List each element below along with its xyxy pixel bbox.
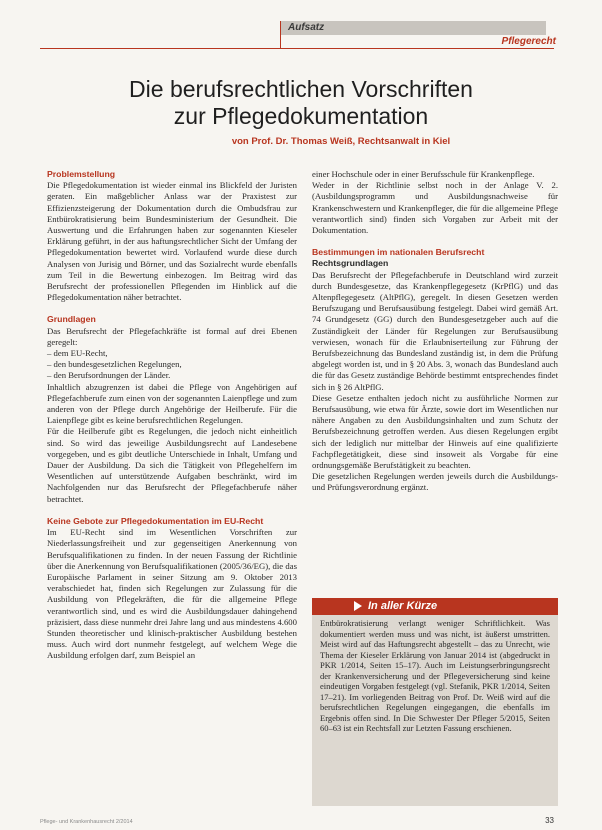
author-byline: von Prof. Dr. Thomas Weiß, Rechtsanwalt in Kiel — [231, 136, 451, 147]
summary-box-header — [312, 598, 558, 615]
summary-box-title: In aller Kürze — [368, 600, 438, 612]
paragraph-problem: Die Pflegedokumentation ist wieder einmal ins Blickfeld der Juristen geraten. Ein maßgeblicher Anlass war der Praxistest zur Effizienzsteigerung der Dokumentation durch die Ombudsfrau zur Entbürokratisierung beim Bundesministerium der Gesundheit. Die Auswertung und die Erfahrungen haben zur sogenannten Kieseler Erklärung geführt, in der aus haftungsrechtlicher Sicht der Umfang der Pflegedokumentation bewertet wird. Vorlaufend wurde diese durch Analysen von Jurisig und Börner, und das Sozialrecht wurde ebenfalls zum Teil in die Bewertung einbezogen. Im Beitrag wird das Berufsrecht der professionellen Pflegenden im Hinblick auf die Pflegedokumentation näher betrachtet. — [47, 180, 297, 303]
paragraph-national-3: Die gesetzlichen Regelungen werden jeweils durch die Ausbildungs- und Prüfungsverordnung ergänzt. — [312, 471, 558, 493]
title-line-2: zur Pflegedokumentation — [173, 103, 429, 129]
heading-national-law: Bestimmungen im nationalen Berufsrecht — [312, 247, 485, 258]
paragraph-national-2: Diese Gesetze enthalten jedoch nicht zu ausführliche Normen zur Berufsausübung, wie etwa für Ärzte, sowie dort im Wesentlichen nur nähere Angaben zu den Ausbildungsinhalten und zum Schutz der Berufsbezeichnung getroffen werden. Aus diesen Regelungen ergibt sich der lediglich nur mittelbar der Hinweis auf eine qualifizierte Fachpflegetätigkeit, diese sind insoweit als Vorgabe für eine ordnungsgemäße Berufstätigkeit zu beachten. — [312, 392, 558, 471]
heading-eu-law: Keine Gebote zur Pflegedokumentation im EU-Recht — [47, 515, 264, 526]
left-column — [47, 169, 297, 662]
article-title — [60, 76, 542, 130]
heading-basics: Grundlagen — [47, 314, 96, 325]
paragraph-basics-2: Für die Heilberufe gibt es Regelungen, die jedoch nicht einheitlich sind. So wird das jeweilige Ausbildungsrecht auf Landesebene vorgegeben, und es gibt deutliche Unterschiede in Inhalt, Umfang und Dauer der Ausbildung. Da sich die Tätigkeit von Pflegehelfern im Wesentlichen auf unterstützende Aufgaben beschränkt, wird im Nachfolgenden nur das Berufsrecht der Pflegefachberufe näher betrachtet. — [47, 426, 297, 504]
summary-box — [312, 598, 558, 806]
list-item: – dem EU-Recht, — [47, 348, 108, 359]
paragraph-eu-law: Im EU-Recht sind im Wesentlichen Vorschriften zur Niederlassungsfreiheit und zur gegenseitigen Anerkennung von Berufsqualifikationen zu finden. In der neuen Fassung der Richtlinie über die Anerkennung von Berufsqualifikationen (2005/36/EG), die das Europäische Parlament in seiner Sitzung am 9. Oktober 2013 verabschiedet hat, finden sich Regelungen zur Zulassung für die Ausbildung von Pflegekräften, die für die allgemeine Pflege verantwortlich sind, und es wird die Ausbildungsdauer dahingehend präzisiert, dass diese nunmehr drei Jahre lang und aus mindestens 4.600 Stunden theoretischer und klinisch-praktischer Ausbildung bestehen muss. Auch wird dort nunmehr festgelegt, auf welchem Wege die Ausbildung erfolgen darf, zum Beispiel an — [47, 527, 297, 661]
summary-box-body — [320, 618, 550, 734]
subheading-legal-basis: Rechtsgrundlagen — [312, 258, 389, 269]
right-column — [312, 169, 558, 494]
header-category: Aufsatz — [288, 22, 325, 33]
paragraph-continued: einer Hochschule oder in einer Berufsschule für Krankenpflege. — [312, 169, 535, 179]
paragraph-directive: Weder in der Richtlinie selbst noch in der Anlage V. 2. (Ausbildungsprogramm und Ausbildungsnachweise für Krankenschwestern und Krankenpfleger, die für die allgemeine Pflege verantwortlich sind) finden sich Vorgaben zur Arbeit mit der Dokumentation. — [312, 180, 558, 236]
heading-problem: Problemstellung — [47, 169, 116, 179]
page-number: 33 — [545, 816, 554, 825]
journal-footer: Pflege- und Krankenhausrecht 2/2014 — [40, 819, 133, 825]
list-item: – den bundesgesetzlichen Regelungen, — [47, 359, 182, 370]
section-tag: Pflegerecht — [501, 36, 556, 47]
header-divider — [40, 48, 554, 49]
arrow-right-icon — [354, 601, 362, 611]
header-category-tab — [280, 21, 546, 35]
paragraph-basics-intro: Das Berufsrecht der Pflegefachkräfte ist formal auf drei Ebenen geregelt: — [47, 325, 297, 347]
title-line-1: Die berufsrechtlichen Vorschriften — [129, 76, 473, 102]
header-divider-vertical — [280, 21, 281, 49]
paragraph-basics-1: Inhaltlich abzugrenzen ist dabei die Pflege von Angehörigen auf Pflegefachberufe zum einen von der sogenannten Laienpflege und zum anderen von der Pflege durch Angehörige der Heilberufe. Für die Laienpflege gibt es keine berufsrechtlichen Regelungen. — [47, 381, 297, 426]
paragraph-national-1: Das Berufsrecht der Pflegefachberufe in Deutschland wird zurzeit durch Bundesgesetze, das Krankenpflegegesetz (KrPflG) und das Altenpflegegesetz (AltPflG), geregelt. In diesen Gesetzen werden Berufszugang und Berufsausübung festgelegt. Dabei wird gemäß Art. 74 Grundgesetz (GG) durch den Bundesgesetzgeber auch auf die Zuständigkeit der Länder für Regelungen zur Berufsausübung verwiesen, wonach für die Erlaubniserteilung zur Führung der Berufsbezeichnung das Bundesland zuständig ist, in dem die Prüfung abgelegt worden ist, und in § 20 Abs. 3, wonach das Bundesland auch die für das Gesetz zuständige Behörde bestimmt entsprechendes findet sich in § 26 AltPflG. — [312, 269, 558, 392]
list-item: – den Berufsordnungen der Länder. — [47, 370, 171, 381]
summary-text: Entbürokratisierung verlangt weniger Schriftlichkeit. Was dokumentiert werden muss und was nicht, ist äußerst umstritten. Meist wird auf das Haftungsrecht abgestellt – das zu Unrecht, wie Thema der Kieseler Erklärung von Januar 2014 ist (abgedruckt in PKR 1/2014, Seiten 15–17). Auch im Leistungserbringungsrecht der Krankenversicherung und der Pflegeversicherung sind keine eindeutigen Vorgaben festgelegt (vgl. Stefanik, PKR 1/2014, Seiten 17–21). Im vorliegenden Beitrag von Prof. Dr. Weiß wird auf die berufsrechtlichen Regelungen eingegangen, die ebenfalls im Ergebnis offen sind. In Die Schwester Der Pfleger 5/2015, Seiten 60–63 ist ein Rechtsfall zur Letzten Fassung erschienen. — [320, 618, 550, 733]
